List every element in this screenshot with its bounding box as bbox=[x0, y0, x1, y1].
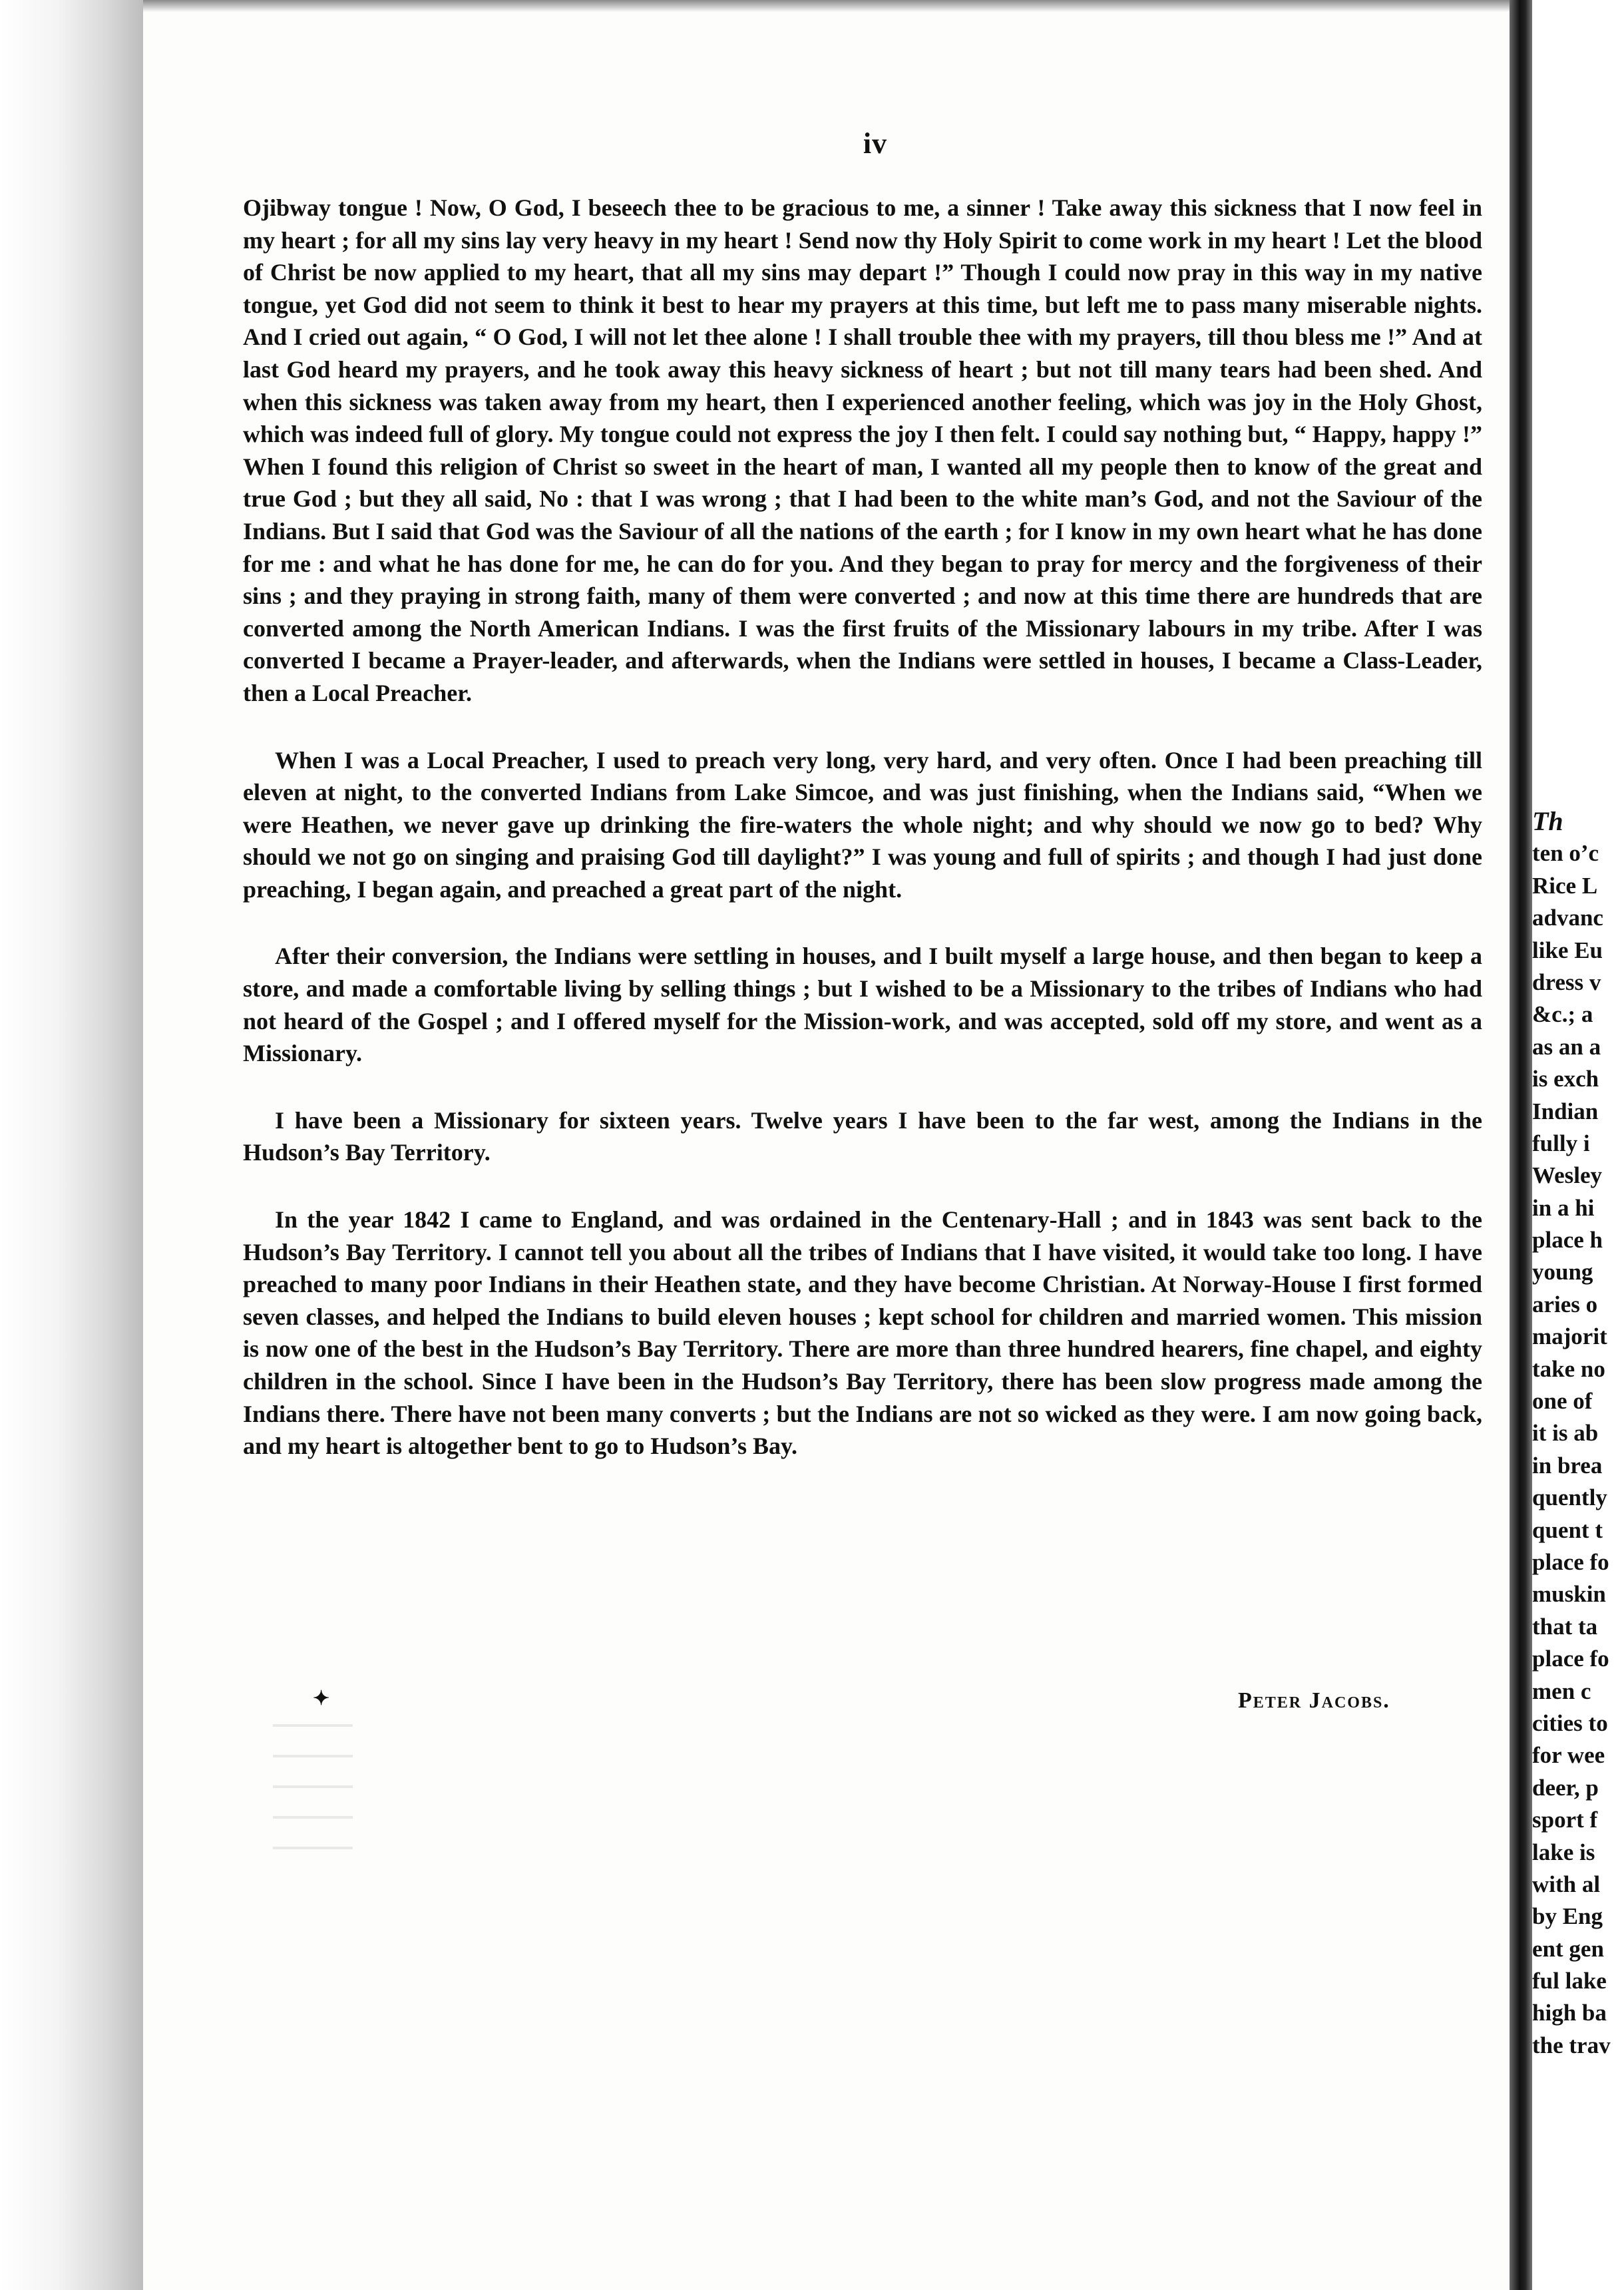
adjacent-line: sport f bbox=[1532, 1807, 1598, 1833]
adjacent-line: quent t bbox=[1532, 1516, 1603, 1543]
adjacent-page-fragment bbox=[1532, 805, 1624, 2062]
adjacent-line: the trav bbox=[1532, 2032, 1611, 2058]
adjacent-line: Indian bbox=[1532, 1098, 1599, 1124]
paragraph-2: When I was a Local Preacher, I used to preach very long, very hard, and very often. Once I had been preaching till eleven at night, to the converted Indians from Lake Simcoe, and was just finishing, when the Indians said, “When we were Heathen, we never gave up drinking the fire-waters the whole night; and why should we now go to bed? Why should we not go on singing and praising God till daylight?” I was young and full of spirits ; and though I had just done preaching, I began again, and preached a great part of the night. bbox=[243, 746, 1482, 903]
adjacent-line: place h bbox=[1532, 1227, 1603, 1254]
adjacent-line: like Eu bbox=[1532, 937, 1603, 963]
adjacent-line: Wesley bbox=[1532, 1162, 1602, 1189]
page-top-edge bbox=[143, 0, 1514, 12]
adjacent-line: by Eng bbox=[1532, 1903, 1603, 1930]
adjacent-line: advanc bbox=[1532, 905, 1603, 931]
adjacent-line: quently bbox=[1532, 1485, 1607, 1511]
page-number: iv bbox=[863, 127, 888, 160]
book-spine-gutter bbox=[1510, 0, 1532, 2290]
adjacent-line: Th bbox=[1532, 806, 1563, 836]
adjacent-line: in brea bbox=[1532, 1452, 1603, 1479]
adjacent-line: deer, p bbox=[1532, 1774, 1599, 1801]
adjacent-line: one of bbox=[1532, 1388, 1593, 1415]
adjacent-line: it is ab bbox=[1532, 1420, 1599, 1447]
adjacent-line: as an a bbox=[1532, 1033, 1601, 1060]
adjacent-line: muskin bbox=[1532, 1581, 1606, 1608]
adjacent-line: aries o bbox=[1532, 1291, 1598, 1317]
adjacent-line: Rice L bbox=[1532, 872, 1598, 899]
adjacent-line: ful lake bbox=[1532, 1968, 1607, 1994]
paragraph-4: I have been a Missionary for sixteen years. Twelve years I have been to the far west, among the Indians in the Hudson’s Bay Territory. bbox=[243, 1106, 1482, 1166]
paragraph-1: Ojibway tongue ! Now, O God, I beseech thee to be gracious to me, a sinner ! Take away this sickness that I now feel in my heart ; for all my sins lay very heavy in my heart ! Send now thy Holy Spirit to come work in my heart ! Let the blood of Christ be now applied to my heart, that all my sins may depart !” Though I could now pray in this way in my native tongue, yet God did not seem to think it best to hear my prayers at this time, but left me to pass many miserable nights. And I cried out again, “ O God, I will not let thee alone ! I shall trouble thee with my prayers, till thou bless me !” And at last God heard my prayers, and he took away this heavy sickness of heart ; but not till many tears had been shed. And when this sickness was taken away from my heart, then I experienced another feeling, which was joy in the Holy Ghost, which was indeed full of glory. My tongue could not express the joy I then felt. I could say nothing but, “ Happy, happy !” When I found this religion of Christ so sweet in the heart of man, I wanted all my people then to know of the great and true God ; but they all said, No : that I was wrong ; that I had been to the white man’s God, and not the Saviour of the Indians. But I said that God was the Saviour of all the nations of the earth ; for I know in my own heart what he has done for me : and what he has done for me, he can do for you. And they began to pray for mercy and the forgiveness of their sins ; and they praying in strong faith, many of them were converted ; and now at this time there are hundreds that are converted among the North American Indians. I was the first fruits of the Missionary labours in my tribe. After I was converted I became a Prayer-leader, and afterwards, when the Indians were settled in houses, I became a Class-Leader, then a Local Preacher. bbox=[243, 194, 1482, 706]
adjacent-line: in a hi bbox=[1532, 1194, 1595, 1221]
adjacent-line: ent gen bbox=[1532, 1935, 1604, 1962]
author-signature: Peter Jacobs. bbox=[1238, 1688, 1390, 1713]
bleed-through-text bbox=[273, 1724, 353, 1877]
adjacent-line: majorit bbox=[1532, 1323, 1607, 1350]
adjacent-line: take no bbox=[1532, 1355, 1605, 1382]
paragraph-3: After their conversion, the Indians were settling in houses, and I built myself a large house, and then began to keep a store, and made a comfortable living by selling things ; but I wished to be a Missionary to the tribes of Indians who had not heard of the Gospel ; and I offered myself for the Mission-work, and was accepted, sold off my store, and went as a Missionary. bbox=[243, 943, 1482, 1067]
page-body bbox=[243, 192, 1482, 1497]
adjacent-line: with al bbox=[1532, 1871, 1601, 1897]
adjacent-line: that ta bbox=[1532, 1613, 1598, 1640]
adjacent-line: men c bbox=[1532, 1678, 1591, 1704]
adjacent-line: high ba bbox=[1532, 2000, 1607, 2026]
adjacent-line: for wee bbox=[1532, 1742, 1605, 1769]
adjacent-line: dress v bbox=[1532, 969, 1601, 995]
adjacent-line: is exch bbox=[1532, 1066, 1599, 1092]
page-left-shadow bbox=[0, 0, 143, 2290]
adjacent-line: place fo bbox=[1532, 1548, 1609, 1575]
paragraph-5: In the year 1842 I came to England, and was ordained in the Centenary-Hall ; and in 1843 was sent back to the Hudson’s Bay Territory. I cannot tell you about all the tribes of Indians that I have visited, it would take too long. I have preached to many poor Indians in their Heathen state, and they have become Christian. At Norway-House I first formed seven classes, and helped the Indians to build eleven houses ; kept school for children and married women. This mission is now one of the best in the Hudson’s Bay Territory. There are more than three hundred hearers, fine chapel, and eighty children in the school. Since I have been in the Hudson’s Bay Territory, there has been slow progress made among the Indians there. There have not been many converts ; but the Indians are not so wicked as they were. I am now going back, and my heart is altogether bent to go to Hudson’s Bay. bbox=[243, 1206, 1482, 1460]
adjacent-line: &c.; a bbox=[1532, 1001, 1593, 1028]
ornament-mark: ✦ bbox=[313, 1688, 330, 1710]
adjacent-line: lake is bbox=[1532, 1839, 1595, 1865]
adjacent-line: ten o’c bbox=[1532, 840, 1599, 867]
adjacent-line: place fo bbox=[1532, 1646, 1609, 1672]
adjacent-line: cities to bbox=[1532, 1710, 1608, 1736]
adjacent-line: young bbox=[1532, 1259, 1593, 1285]
adjacent-line: fully i bbox=[1532, 1130, 1590, 1156]
